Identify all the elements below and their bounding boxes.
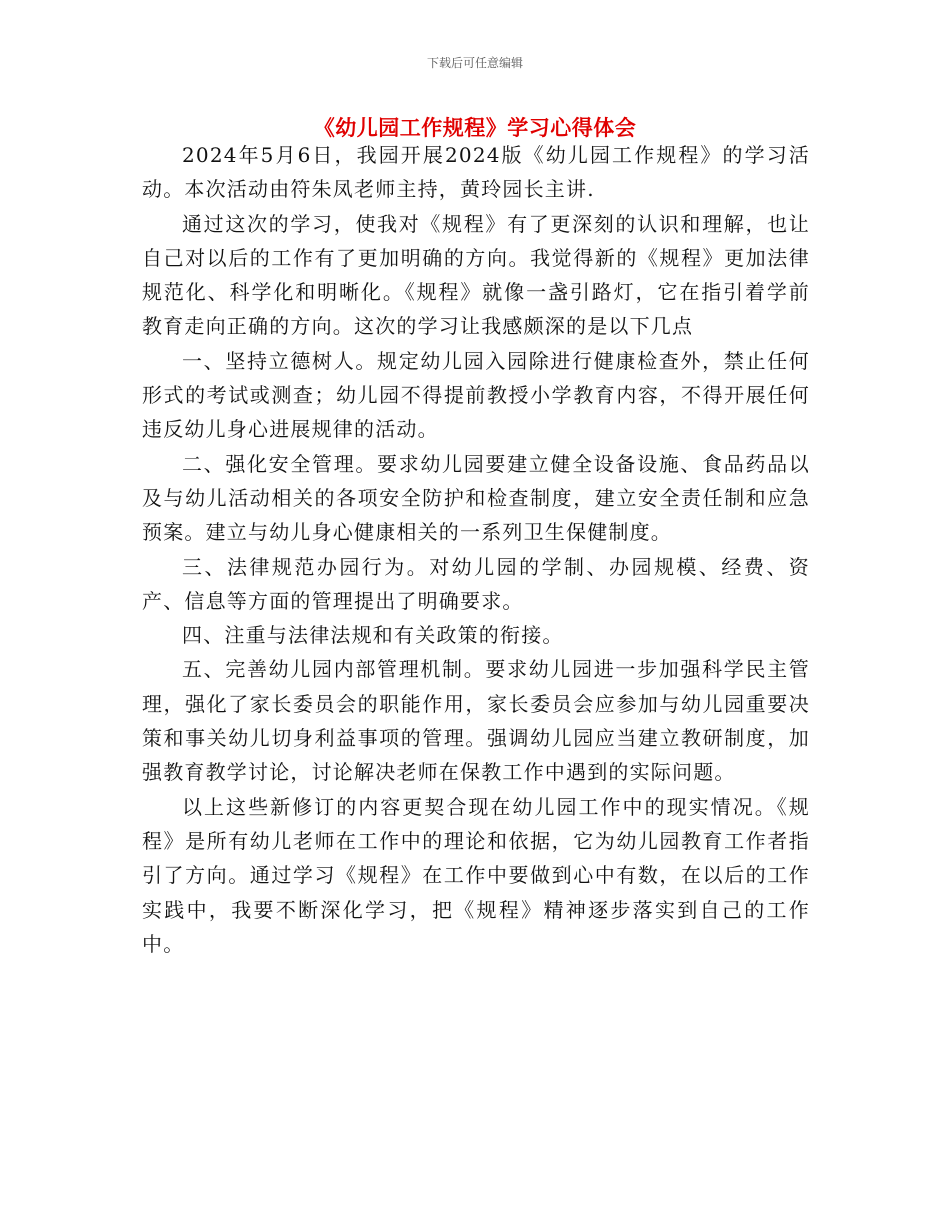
paragraph-reflection: 通过这次的学习，使我对《规程》有了更深刻的认识和理解，也让自己对以后的工作有了更加明确的方向。我觉得新的《规程》更加法律规范化、科学化和明晰化。《规程》就像一盏引路灯，它在指引着学前教育走向正确的方向。这次的学习让我感颇深的是以下几点 <box>142 211 810 339</box>
document-body <box>142 138 810 961</box>
paragraph-point-5: 五、完善幼儿园内部管理机制。要求幼儿园进一步加强科学民主管理，强化了家长委员会的职能作用，家长委员会应参加与幼儿园重要决策和事关幼儿切身利益事项的管理。强调幼儿园应当建立教研制度，加强教育教学讨论，讨论解决老师在保教工作中遇到的实际问题。 <box>142 657 810 785</box>
paragraph-point-3: 三、法律规范办园行为。对幼儿园的学制、办园规模、经费、资产、信息等方面的管理提出了明确要求。 <box>142 554 810 613</box>
paragraph-point-1: 一、坚持立德树人。规定幼儿园入园除进行健康检查外，禁止任何形式的考试或测查；幼儿园不得提前教授小学教育内容，不得开展任何违反幼儿身心进展规律的活动。 <box>142 348 810 442</box>
paragraph-conclusion: 以上这些新修订的内容更契合现在幼儿园工作中的现实情况。《规程》是所有幼儿老师在工作中的理论和依据，它为幼儿园教育工作者指引了方向。通过学习《规程》在工作中要做到心中有数，在以后的工作实践中，我要不断深化学习，把《规程》精神逐步落实到自己的工作中。 <box>142 794 810 956</box>
header-note: 下载后可任意编辑 <box>426 56 523 70</box>
paragraph-intro: 2024年5月6日，我园开展2024版《幼儿园工作规程》的学习活动。本次活动由符朱凤老师主持，黄玲园长主讲. <box>142 143 810 202</box>
document-title: 《幼儿园工作规程》学习心得体会 <box>313 116 637 140</box>
paragraph-point-4: 四、注重与法律法规和有关政策的衔接。 <box>182 623 564 648</box>
paragraph-point-2: 二、强化安全管理。要求幼儿园要建立健全设备设施、食品药品以及与幼儿活动相关的各项安全防护和检查制度，建立安全责任制和应急预案。建立与幼儿身心健康相关的一系列卫生保健制度。 <box>142 451 810 545</box>
